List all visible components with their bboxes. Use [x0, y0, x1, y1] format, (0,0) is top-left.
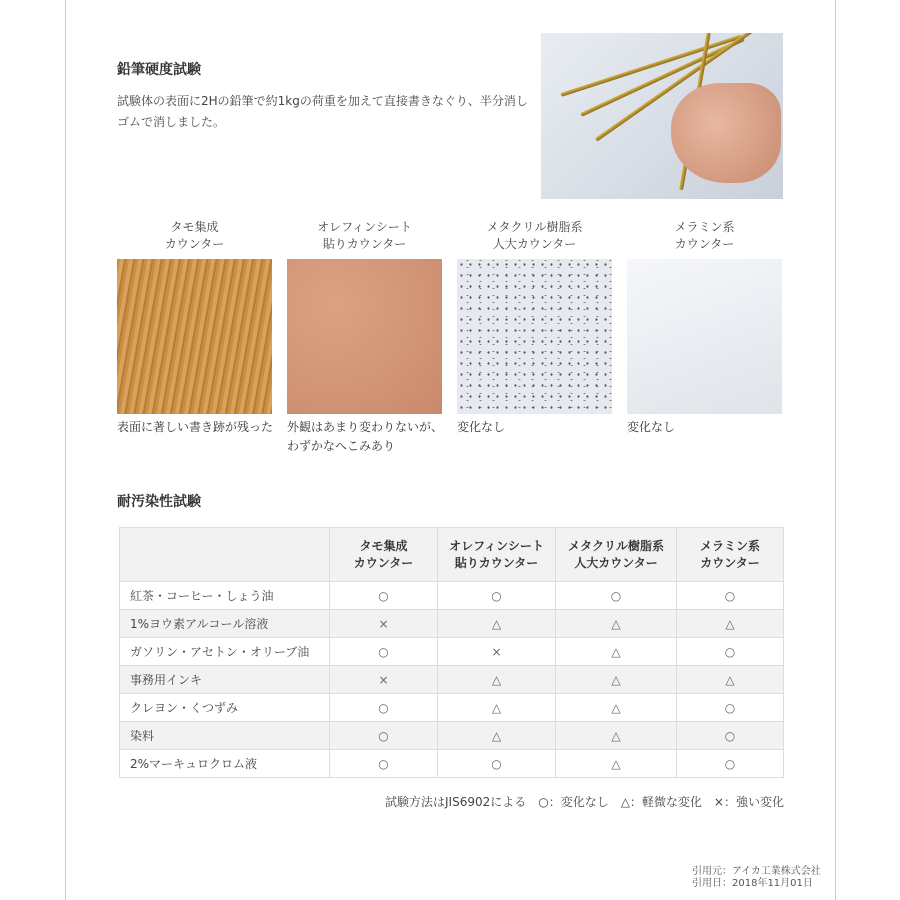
rating-cell: △ — [438, 610, 556, 638]
row-label: ガソリン・アセトン・オリーブ油 — [120, 638, 330, 666]
sample-result: 表面に著しい書き跡が残った — [117, 420, 274, 434]
rating-cell: △ — [677, 610, 784, 638]
rating-cell: × — [330, 610, 438, 638]
table-row — [120, 582, 784, 610]
rating-cell: △ — [556, 750, 677, 778]
row-label: クレヨン・くつずみ — [120, 694, 330, 722]
rating-cell: △ — [556, 610, 677, 638]
sample-image — [627, 259, 782, 414]
stain-test-table — [119, 527, 784, 778]
rating-cell: △ — [438, 694, 556, 722]
rating-cell: × — [330, 666, 438, 694]
sample-label: オレフィンシート 貼りカウンター — [317, 220, 412, 251]
row-label: 2%マーキュロクロム液 — [120, 750, 330, 778]
rating-cell: △ — [556, 666, 677, 694]
row-label: 染料 — [120, 722, 330, 750]
table-row — [120, 722, 784, 750]
citation — [692, 866, 821, 890]
rating-cell: ○ — [556, 582, 677, 610]
rating-cell: △ — [556, 694, 677, 722]
table-row — [120, 750, 784, 778]
rating-cell: × — [438, 638, 556, 666]
pencil-test-title: 鉛筆硬度試験 — [117, 62, 201, 78]
rating-cell: ○ — [330, 638, 438, 666]
table-row — [120, 666, 784, 694]
pencil-test-description: 試験体の表面に2Hの鉛筆で約1kgの荷重を加えて直接書きなぐり、半分消しゴムで消しました。 — [117, 94, 528, 129]
rating-cell: △ — [677, 666, 784, 694]
table-header-row — [120, 528, 784, 582]
row-label: 1%ヨウ素アルコール溶液 — [120, 610, 330, 638]
pencil-hand-photo — [541, 33, 783, 199]
rating-cell: △ — [556, 722, 677, 750]
sample-label: メタクリル樹脂系 人大カウンター — [486, 220, 583, 251]
stain-test-title: 耐汚染性試験 — [117, 494, 201, 510]
sample-label: タモ集成 カウンター — [164, 220, 225, 251]
header-empty — [120, 528, 330, 582]
test-legend: 試験方法はJIS6902による ○：変化なし △：軽微な変化 ×：強い変化 — [385, 795, 784, 809]
sample-result: 変化なし — [627, 420, 676, 434]
rating-cell: ○ — [438, 750, 556, 778]
rating-cell: ○ — [330, 582, 438, 610]
sample-image — [457, 259, 612, 414]
rating-cell: △ — [438, 666, 556, 694]
table-row — [120, 694, 784, 722]
header-tamo: タモ集成 カウンター — [330, 528, 438, 582]
row-label: 事務用インキ — [120, 666, 330, 694]
sample-image — [117, 259, 272, 414]
table-row — [120, 610, 784, 638]
citation-source: 引用元：アイカ工業株式会社 — [692, 866, 821, 877]
sample-result: 外観はあまり変わりないが、わずかなへこみあり — [287, 420, 444, 453]
rating-cell: ○ — [438, 582, 556, 610]
citation-date: 引用日：2018年11月01日 — [692, 878, 813, 889]
header-methacryl: メタクリル樹脂系 人大カウンター — [556, 528, 677, 582]
table-row — [120, 638, 784, 666]
rating-cell: ○ — [677, 694, 784, 722]
header-olefin: オレフィンシート 貼りカウンター — [438, 528, 556, 582]
rating-cell: ○ — [330, 750, 438, 778]
header-melamine: メラミン系 カウンター — [677, 528, 784, 582]
rating-cell: ○ — [330, 694, 438, 722]
rating-cell: ○ — [677, 722, 784, 750]
rating-cell: ○ — [677, 638, 784, 666]
sample-result: 変化なし — [457, 420, 506, 434]
sample-image — [287, 259, 442, 414]
row-label: 紅茶・コーヒー・しょう油 — [120, 582, 330, 610]
sample-label: メラミン系 カウンター — [674, 220, 735, 251]
rating-cell: ○ — [330, 722, 438, 750]
rating-cell: △ — [438, 722, 556, 750]
rating-cell: ○ — [677, 750, 784, 778]
rating-cell: ○ — [677, 582, 784, 610]
rating-cell: △ — [556, 638, 677, 666]
